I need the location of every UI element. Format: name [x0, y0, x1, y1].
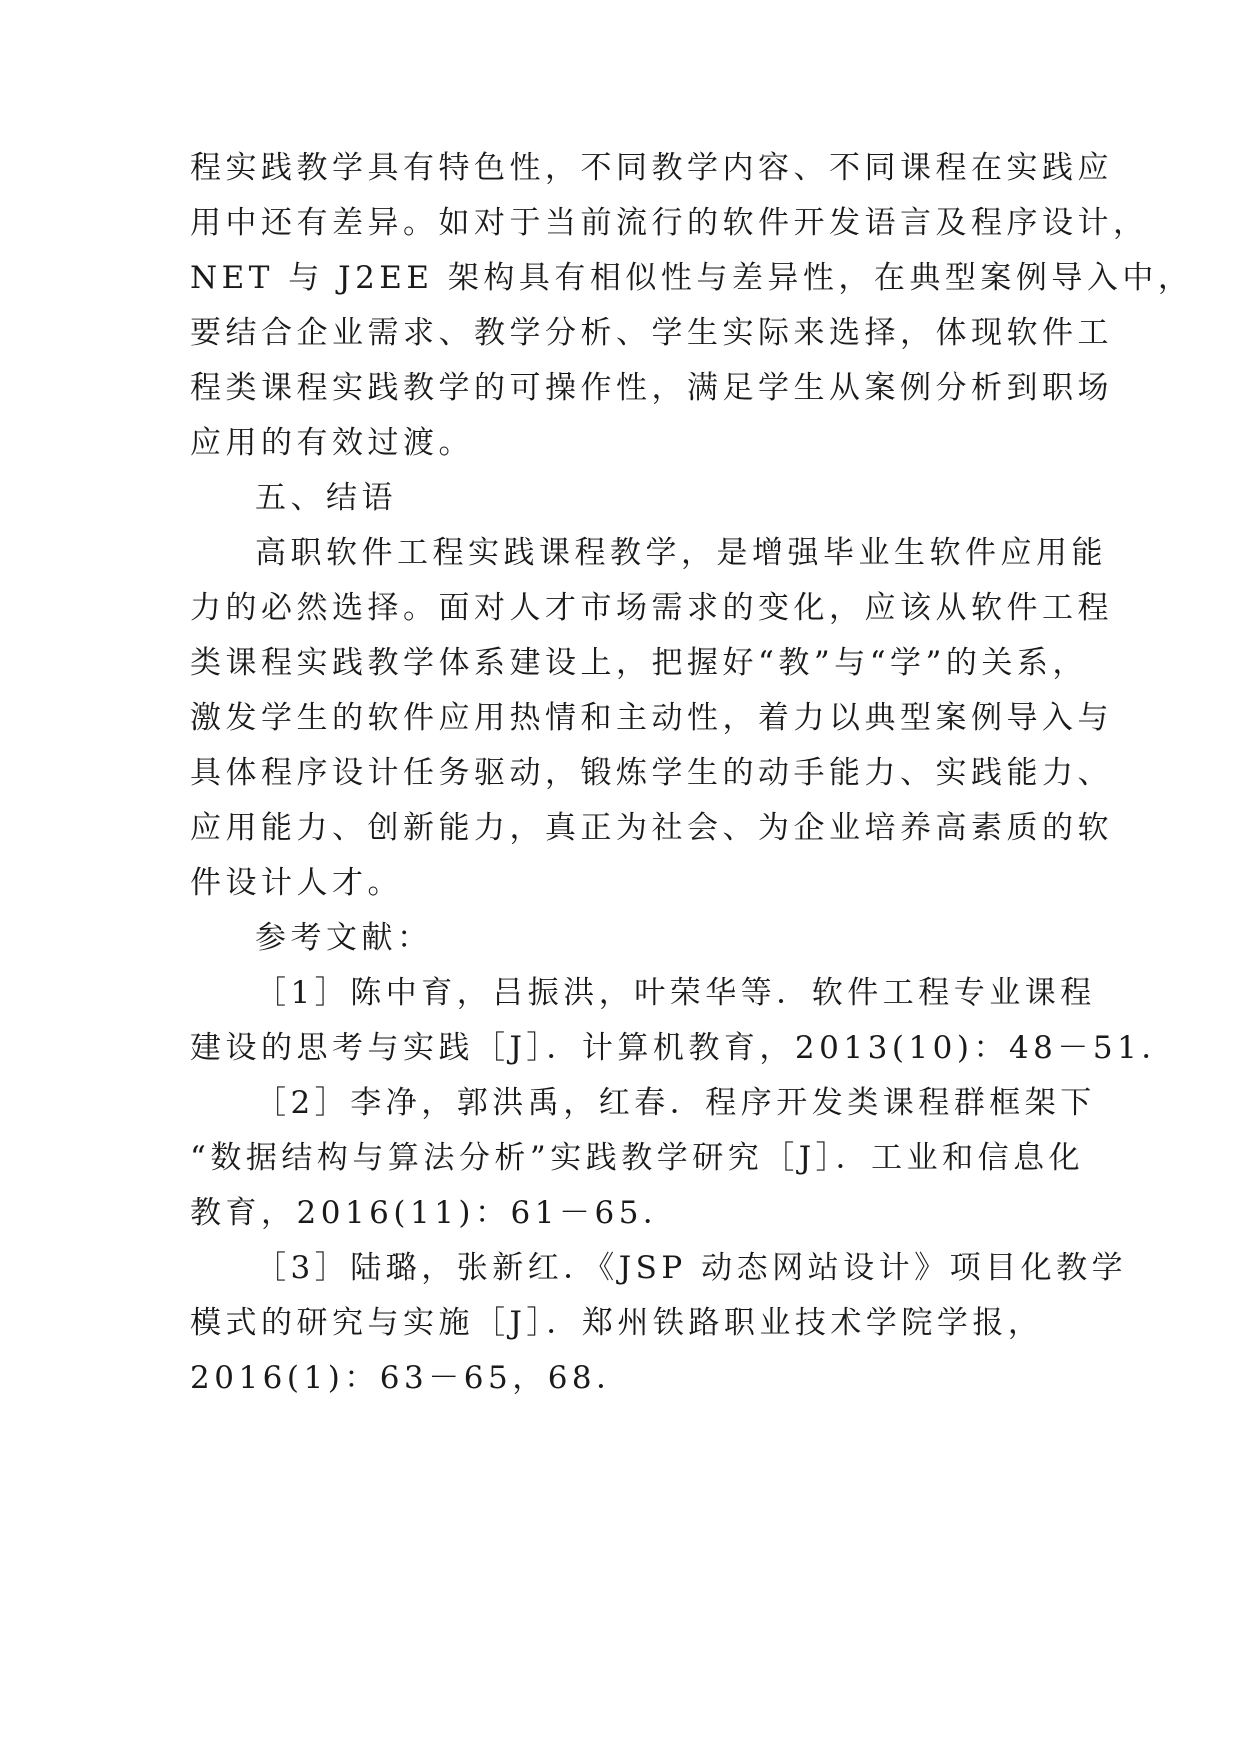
body-line: NET 与 J2EE 架构具有相似性与差异性，在典型案例导入中，	[190, 260, 1194, 296]
section-heading: 五、结语	[255, 480, 397, 516]
reference-line: 教育，2016(11)：61－65．	[190, 1195, 679, 1231]
body-line: 要结合企业需求、教学分析、学生实际来选择，体现软件工	[190, 315, 1113, 351]
body-line: 应用的有效过渡。	[190, 425, 474, 461]
reference-line: 模式的研究与实施［J］．郑州铁路职业技术学院学报，	[190, 1305, 1044, 1341]
conclusion-line: 件设计人才。	[190, 865, 403, 901]
conclusion-line: 高职软件工程实践课程教学，是增强毕业生软件应用能	[255, 535, 1107, 571]
reference-line: ［1］陈中育，吕振洪，叶荣华等．软件工程专业课程	[255, 975, 1096, 1011]
reference-line: ［2］李净，郭洪禹，红春．程序开发类课程群框架下	[255, 1085, 1096, 1121]
body-line: 程实践教学具有特色性，不同教学内容、不同课程在实践应	[190, 150, 1113, 186]
conclusion-line: 力的必然选择。面对人才市场需求的变化，应该从软件工程	[190, 590, 1113, 626]
reference-line: “数据结构与算法分析”实践教学研究［J］．工业和信息化	[190, 1140, 1085, 1176]
reference-line: 建设的思考与实践［J］．计算机教育，2013(10)：48－51．	[190, 1030, 1177, 1066]
body-line: 程类课程实践教学的可操作性，满足学生从案例分析到职场	[190, 370, 1113, 406]
conclusion-line: 应用能力、创新能力，真正为社会、为企业培养高素质的软	[190, 810, 1113, 846]
references-heading: 参考文献：	[255, 920, 433, 956]
conclusion-line: 类课程实践教学体系建设上，把握好“教”与“学”的关系，	[190, 645, 1088, 681]
conclusion-line: 具体程序设计任务驱动，锻炼学生的动手能力、实践能力、	[190, 755, 1113, 791]
reference-line: ［3］陆璐，张新红．《JSP 动态网站设计》项目化教学	[255, 1250, 1128, 1286]
body-line: 用中还有差异。如对于当前流行的软件开发语言及程序设计，	[190, 205, 1149, 241]
conclusion-line: 激发学生的软件应用热情和主动性，着力以典型案例导入与	[190, 700, 1113, 736]
reference-line: 2016(1)：63－65，68．	[190, 1360, 632, 1396]
